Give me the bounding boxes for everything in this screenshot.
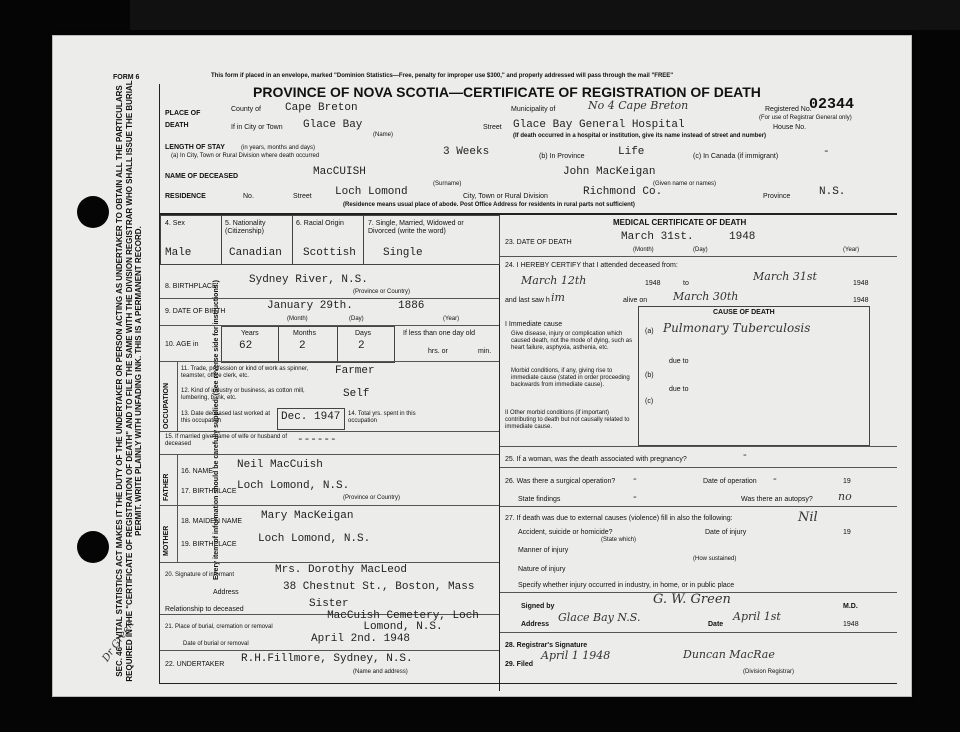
residence-street-value: Loch Lomond <box>335 186 408 198</box>
last-worked-value: Dec. 1947 <box>281 411 341 423</box>
address-28-value: Glace Bay N.S. <box>558 611 641 624</box>
house-no-label: House No. <box>773 124 807 131</box>
occupation-label: OCCUPATION <box>163 382 170 429</box>
father-name-value: Neil MacCuish <box>237 459 323 471</box>
total-years-label: 14. Total yrs. spent in this occupation <box>348 411 416 424</box>
to-label: to <box>683 280 689 287</box>
surgical-value: - <box>633 472 637 485</box>
attended-from-year: 1948 <box>645 280 661 287</box>
death-certificate <box>52 35 912 697</box>
occupation-rule <box>177 361 178 431</box>
street-label: Street <box>483 124 502 131</box>
wife-value: ------ <box>297 434 337 446</box>
month-label: (Month) <box>287 316 308 322</box>
date-op-value: - <box>773 472 777 485</box>
registrar-value: Duncan MacRae <box>683 648 775 661</box>
address-28-label: Address <box>521 621 550 628</box>
length-a-label: (a) In City, Town or Rural Division where death occurred <box>171 153 320 159</box>
mother-birth-value: Loch Lomond, N.S. <box>258 533 371 545</box>
in-province-label: (b) In Province <box>539 153 585 160</box>
date-injury-label: Date of injury <box>705 529 747 536</box>
row-rule <box>160 361 499 362</box>
street2-label: Street <box>293 193 312 200</box>
column-divider <box>499 213 500 691</box>
year-label-2: (Year) <box>843 247 860 253</box>
date-28-label: Date <box>708 621 724 628</box>
last-saw-value: im <box>551 291 565 304</box>
filed-value: April 1 1948 <box>541 649 611 662</box>
last-saw-label: and last saw h <box>505 297 550 304</box>
given-label: (Given name or names) <box>653 181 717 187</box>
length-stay-label: LENGTH OF STAY <box>165 144 225 151</box>
date-death-value: March 31st. <box>621 231 694 243</box>
burial-place-value: MacCuish Cemetery, Loch Lomond, N.S. <box>327 610 479 633</box>
mother-maiden-label: 18. MAIDEN NAME <box>181 518 243 525</box>
year-label: (Year) <box>443 316 460 322</box>
racial-value: Scottish <box>303 247 356 259</box>
immediate-label: I Immediate cause <box>505 321 563 328</box>
length-stay-sub: (in years, months and days) <box>241 145 316 151</box>
place-label: PLACE OF DEATH <box>165 110 201 129</box>
due-to-label-2: due to <box>669 386 689 393</box>
municipality-label: Municipality of <box>511 106 556 113</box>
alive-year: 1948 <box>853 297 869 304</box>
division-registrar-label: (Division Registrar) <box>743 669 795 675</box>
row-rule <box>160 454 499 455</box>
industry-value: Self <box>343 388 370 400</box>
in-province-value: Life <box>618 146 645 158</box>
in-canada-value: - <box>823 146 830 158</box>
parents-rule <box>177 454 178 562</box>
father-birth-label: 17. BIRTHPLACE <box>181 488 237 495</box>
due-to-label: due to <box>669 358 689 365</box>
specify-label: Specify whether injury occurred in industry, in home, or in public place <box>518 582 735 589</box>
trade-value: Farmer <box>335 365 375 377</box>
margin-note: Dr Green <box>100 619 137 664</box>
min-label: min. <box>478 348 492 355</box>
day-label-2: (Day) <box>693 247 708 253</box>
no-label: No. <box>243 193 254 200</box>
state-findings-label: State findings <box>518 496 561 503</box>
signed-by-label: Signed by <box>521 603 555 610</box>
certificate-title: PROVINCE OF NOVA SCOTIA—CERTIFICATE OF REGISTRATION OF DEATH <box>253 84 761 100</box>
days-label: Days <box>355 330 371 337</box>
nineteen-2: 19 <box>843 529 851 536</box>
surgical-label: 26. Was there a surgical operation? <box>505 478 616 485</box>
row-rule <box>500 632 897 633</box>
prov-country-label-2: (Province or Country) <box>343 495 401 501</box>
name-deceased-label: NAME OF DECEASED <box>165 173 239 180</box>
dob-label: 9. DATE OF BIRTH <box>165 308 226 315</box>
mother-birth-label: 19. BIRTHPLACE <box>181 541 237 548</box>
signed-by-value: G. W. Green <box>653 592 731 607</box>
name-address-label: (Name and address) <box>353 669 408 675</box>
other-morbid-label: II Other morbid conditions (if important) contributing to death but not causally related to immediate cause. <box>505 410 630 430</box>
in-canada-label: (c) In Canada (if immigrant) <box>693 153 779 160</box>
cause-b-marker: (b) <box>645 372 654 379</box>
birthplace-value: Sydney River, N.S. <box>249 274 368 286</box>
state-findings-value: - <box>633 490 637 503</box>
age-years-value: 62 <box>239 340 253 352</box>
months-label: Months <box>293 330 316 337</box>
address-label: Address <box>213 589 239 596</box>
birthplace-label: 8. BIRTHPLACE <box>165 283 217 290</box>
punch-hole <box>77 196 109 228</box>
prov-country-label: (Province or Country) <box>353 289 411 295</box>
marital-value: Single <box>383 247 423 259</box>
informant-label: 20. Signature of informant <box>165 572 235 578</box>
municipality-value: No 4 Cape Breton <box>588 99 689 112</box>
date-28-year: 1948 <box>843 621 859 628</box>
immediate-sub: Give disease, injury or complication which caused death, not the mode of dying, such as heart failure, asphyxia, asthenia, etc. <box>511 331 633 351</box>
father-label: FATHER <box>163 473 170 501</box>
mother-maiden-value: Mary MacKeigan <box>261 510 354 522</box>
mail-notice: This form if placed in an envelope, marked "Dominion Statistics—Free, penalty for improper use $300," and properly addressed will pass through the mail "FREE" <box>211 73 674 79</box>
residence-city-value: Richmond Co. <box>583 186 663 198</box>
medical-title: MEDICAL CERTIFICATE OF DEATH <box>613 218 747 227</box>
attended-from-value: March 12th <box>521 274 587 287</box>
certify-label: 24. I HEREBY CERTIFY that I attended deceased from: <box>505 262 678 269</box>
nationality-value: Canadian <box>229 247 282 259</box>
row-rule <box>500 446 897 447</box>
informant-address-value: 38 Chestnut St., Boston, Mass <box>283 581 475 593</box>
month-label-2: (Month) <box>633 247 654 253</box>
woman-label: 25. If a woman, was the death associated with pregnancy? <box>505 456 687 463</box>
morbid-label: Morbid conditions, if any, giving rise to immediate cause (stated in order proceeding backwards from immediate cause). <box>511 368 630 388</box>
burial-date-value: April 2nd. 1948 <box>311 633 411 645</box>
province-label: Province <box>763 193 791 200</box>
hospital-note: (If death occurred in a hospital or institution, give its name instead of street and number) <box>513 133 767 139</box>
state-which-label: (State which) <box>601 537 637 543</box>
surname-value: MacCUISH <box>313 166 366 178</box>
given-value: John MacKeigan <box>563 166 656 178</box>
row-rule <box>160 431 499 432</box>
nationality-label: 5. Nationality (Citizenship) <box>225 220 266 235</box>
hrs-label: hrs. or <box>428 348 448 355</box>
alive-on-value: March 30th <box>673 290 739 303</box>
city-town-label: If in City or Town <box>231 124 283 131</box>
form-number: FORM 6 <box>113 74 140 81</box>
residence-label: RESIDENCE <box>165 193 206 200</box>
nineteen-1: 19 <box>843 478 851 485</box>
woman-value: - <box>743 448 747 461</box>
row-rule <box>160 505 499 506</box>
relationship-label: Relationship to deceased <box>165 606 244 613</box>
sex-label: 4. Sex <box>165 220 185 227</box>
autopsy-value: no <box>838 490 852 503</box>
age-label: 10. AGE in <box>165 341 199 348</box>
row-rule <box>160 650 499 651</box>
dob-value: January 29th. <box>267 300 353 312</box>
filed-label: 29. Filed <box>505 661 534 668</box>
nature-label: Nature of injury <box>518 566 566 573</box>
age-months-value: 2 <box>299 340 306 352</box>
undertaker-label: 22. UNDERTAKER <box>165 661 225 668</box>
undertaker-value: R.H.Fillmore, Sydney, N.S. <box>241 653 413 665</box>
surname-label: (Surname) <box>433 181 462 187</box>
trade-label: 11. Trade, profession or kind of work as spinner, teamster, office clerk, etc. <box>181 366 309 379</box>
wife-label: 15. If married give name of wife or husband of deceased <box>165 434 288 447</box>
attended-to-value: March 31st <box>753 270 817 283</box>
accident-label: Accident, suicide or homicide? <box>518 529 613 536</box>
accident-value: Nil <box>798 510 818 525</box>
industry-label: 12. Kind of industry or business, as cotton mill, lumbering, bank, etc. <box>181 388 305 401</box>
date-28-value: April 1st <box>733 610 781 623</box>
side-instructions: SEC. 46—VITAL STATISTICS ACT MAKES IT THE DUTY OF THE UNDERTAKER OR PERSON ACTING AS UNDERTAKER TO OBTAIN ALL THE PARTICULARS REQUIRED IN THE "CERTIFICATE OF REGISTRATION OF DEATH" AND TO FILE THE SAME WITH THE DIVISION REGISTRAR WHO SHALL ISSUE THE BURIAL PERMIT. WRITE PLAINLY WITH UNFADING INK. THIS IS A PERMANENT RECORD. <box>115 80 143 682</box>
cause-a-value: Pulmonary Tuberculosis <box>663 321 811 335</box>
punch-hole <box>77 531 109 563</box>
less-day-label: If less than one day old <box>403 330 475 337</box>
street-value: Glace Bay General Hospital <box>513 119 685 131</box>
attended-to-year: 1948 <box>853 280 869 287</box>
mother-label: MOTHER <box>163 525 170 556</box>
city-value: Glace Bay <box>303 119 363 131</box>
informant-value: Mrs. Dorothy MacLeod <box>275 564 408 576</box>
racial-label: 6. Racial Origin <box>296 220 344 227</box>
manner-label: Manner of injury <box>518 547 569 554</box>
years-label: Years <box>241 330 259 337</box>
registrar-note: (For use of Registrar General only) <box>759 115 852 121</box>
father-name-label: 16. NAME <box>181 468 213 475</box>
burial-place-label: 21. Place of burial, cremation or removal <box>165 624 273 630</box>
residence-note: (Residence means usual place of abode. Post Office Address for residents in rural parts not sufficient) <box>343 202 635 208</box>
how-sustained-label: (How sustained) <box>693 556 737 562</box>
marital-label: 7. Single, Married, Widowed or Divorced (write the word) <box>368 220 464 235</box>
row-rule <box>160 562 499 563</box>
city-rural-label: City, Town or Rural Division <box>463 193 548 200</box>
registrar-sig-label: 28. Registrar's Signature <box>505 642 588 649</box>
date-op-label: Date of operation <box>703 478 757 485</box>
relationship-value: Sister <box>309 598 349 610</box>
row-rule <box>160 298 499 299</box>
cause-a-marker: (a) <box>645 328 654 335</box>
father-birth-value: Loch Lomond, N.S. <box>237 480 350 492</box>
dob-year-value: 1886 <box>398 300 425 312</box>
length-a-value: 3 Weeks <box>443 146 490 158</box>
county-value: Cape Breton <box>285 102 358 114</box>
scanner-frame-top <box>130 0 960 30</box>
row-rule <box>500 506 897 507</box>
name-sub-label: (Name) <box>373 132 394 138</box>
left-border <box>159 84 160 684</box>
day-label: (Day) <box>349 316 364 322</box>
external-label: 27. If death was due to external causes (violence) fill in also the following: <box>505 515 733 522</box>
registration-number: 02344 <box>809 96 855 113</box>
age-days-value: 2 <box>358 340 365 352</box>
date-death-year-value: 1948 <box>729 231 756 243</box>
cause-title: CAUSE OF DEATH <box>713 309 775 316</box>
registered-no-label: Registered No. <box>765 106 812 113</box>
date-death-label: 23. DATE OF DEATH <box>505 239 572 246</box>
burial-date-label: Date of burial or removal <box>183 641 249 647</box>
autopsy-label: Was there an autopsy? <box>741 496 813 503</box>
sex-value: Male <box>165 247 192 259</box>
last-worked-label: 13. Date deceased last worked at this occupation <box>181 411 271 424</box>
md-label: M.D. <box>843 603 858 610</box>
county-label: County of <box>231 106 261 113</box>
residence-province-value: N.S. <box>819 186 846 198</box>
bottom-rule <box>159 683 897 684</box>
row-rule <box>500 256 897 257</box>
cause-c-marker: (c) <box>645 398 654 405</box>
row-rule <box>500 467 897 468</box>
alive-on-label: alive on <box>623 297 648 304</box>
